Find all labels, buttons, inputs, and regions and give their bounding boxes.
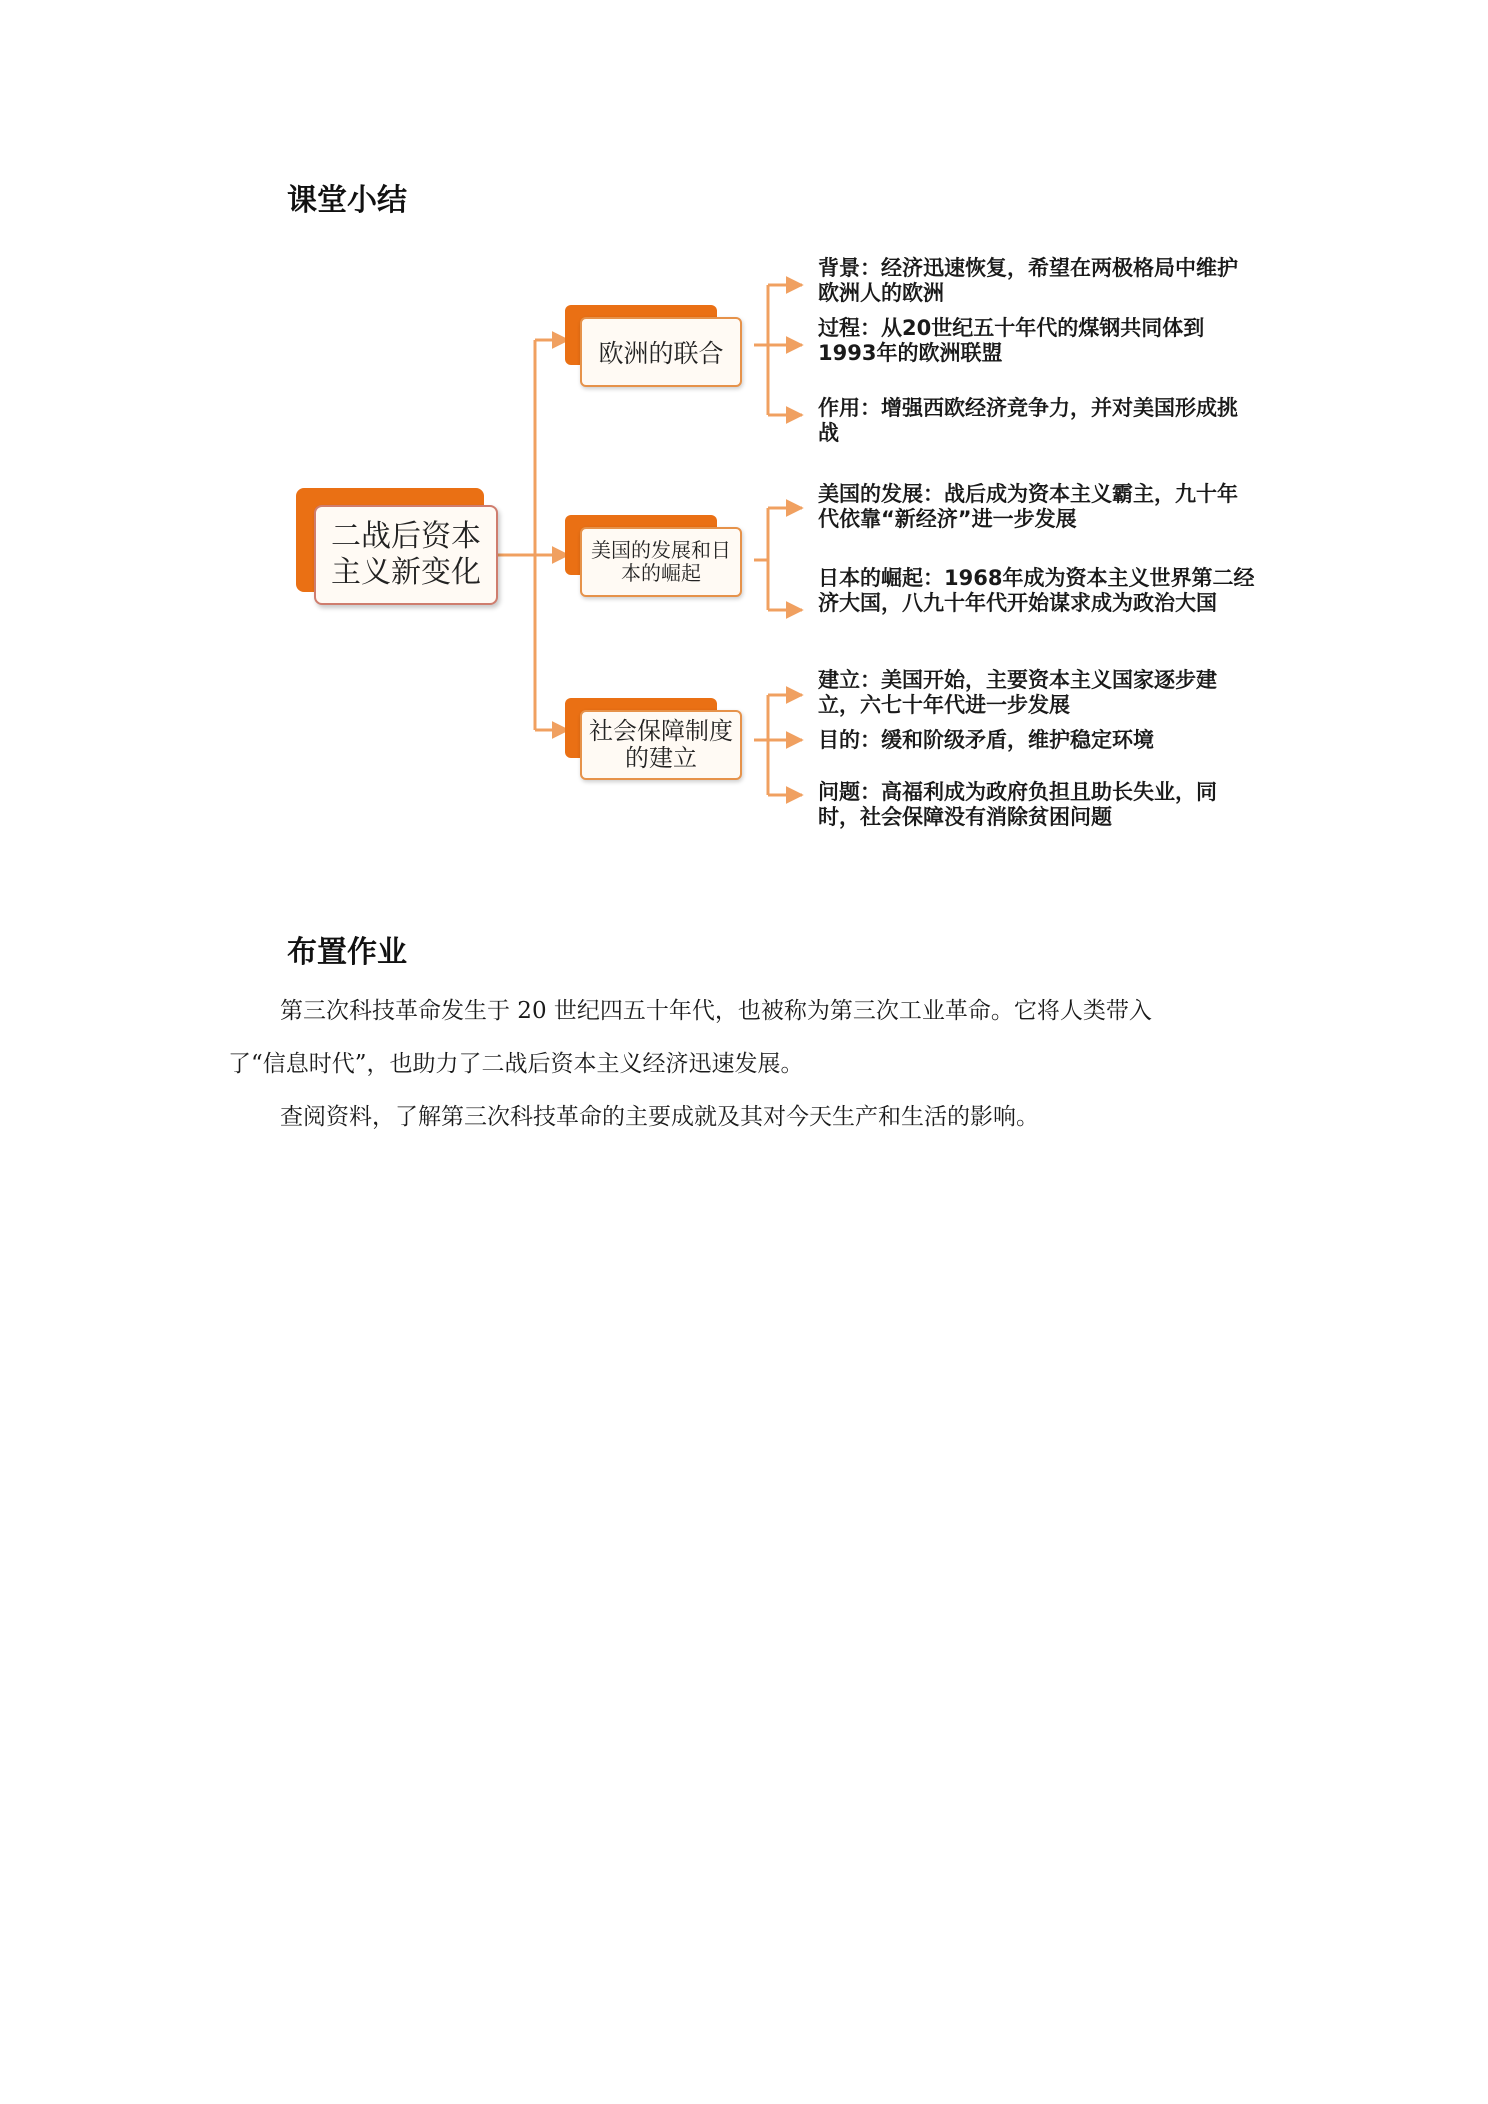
- paragraph-line: 第三次科技革命发生于 20 世纪四五十年代，也被称为第三次工业革命。它将人类带入: [280, 998, 1152, 1024]
- section-heading-homework: 布置作业: [287, 935, 407, 970]
- leaf-text: 美国的发展：战后成为资本主义霸主，九十年代依靠“新经济”进一步发展: [818, 482, 1238, 531]
- branch-node-europe: 欧洲的联合: [580, 317, 742, 387]
- leaf-text: 过程：从20世纪五十年代的煤钢共同体到1993年的欧洲联盟: [818, 316, 1205, 365]
- leaf-text: 背景：经济迅速恢复，希望在两极格局中维护欧洲人的欧洲: [818, 256, 1238, 305]
- branch-node-social-security: 社会保障制度的建立: [580, 710, 742, 780]
- branch-node-usa-japan: 美国的发展和日本的崛起: [580, 527, 742, 597]
- mind-map: [280, 240, 1260, 860]
- leaf-text: 目的：缓和阶级矛盾，维护稳定环境: [818, 728, 1154, 752]
- section-heading-summary: 课堂小结: [287, 183, 407, 218]
- leaf-text: 日本的崛起：1968年成为资本主义世界第二经济大国，八九十年代开始谋求成为政治大国: [818, 566, 1255, 615]
- leaf-text: 作用：增强西欧经济竞争力，并对美国形成挑战: [818, 396, 1238, 445]
- paragraph-line: 了“信息时代”，也助力了二战后资本主义经济迅速发展。: [228, 1051, 804, 1077]
- leaf-text: 问题：高福利成为政府负担且助长失业，同时，社会保障没有消除贫困问题: [818, 780, 1217, 829]
- root-node: 二战后资本主义新变化: [314, 505, 498, 605]
- leaf-text: 建立：美国开始，主要资本主义国家逐步建立，六七十年代进一步发展: [818, 668, 1217, 717]
- paragraph-line: 查阅资料，了解第三次科技革命的主要成就及其对今天生产和生活的影响。: [280, 1104, 1039, 1130]
